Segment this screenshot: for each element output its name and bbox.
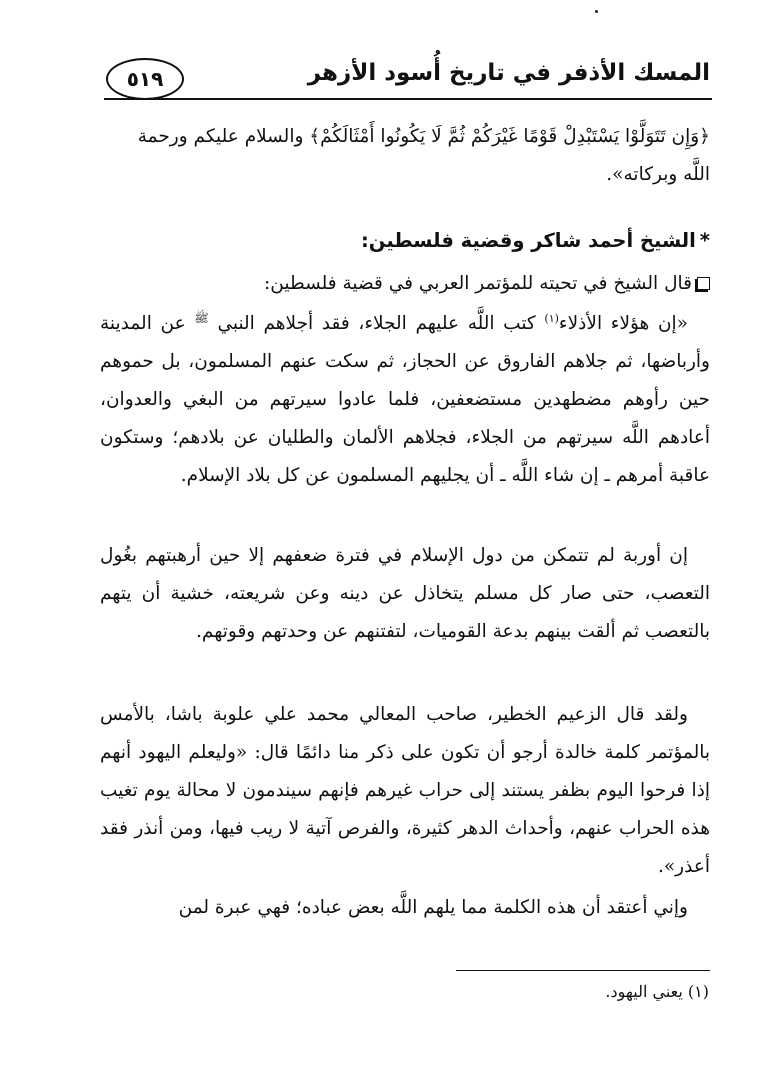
quote-line-1: ﴿وَإِن تَتَوَلَّوْا يَسْتَبْدِلْ قَوْمًا غَيْرَكُمْ ثُمَّ لَا يَكُونُوا أَمْثَالَكُمْ﴾ والسلام عليكم ورحمة [137, 126, 710, 147]
star-icon: * [699, 229, 710, 252]
section-heading-text: الشيخ أحمد شاكر وقضية فلسطين: [360, 229, 696, 252]
footnote: (١) يعني اليهود. [605, 982, 709, 1001]
page-number: ٥١٩ [106, 58, 184, 100]
page-header [104, 56, 712, 100]
quote-block [100, 118, 710, 194]
paragraph-1-after-ref: كتب اللَّه عليهم الجلاء، فقد أجلاهم النبي [208, 313, 545, 334]
square-bullet-icon [697, 277, 710, 290]
paragraph-1-lead: «إن هؤلاء الأذلاء [558, 313, 689, 334]
section-heading [100, 222, 710, 260]
honorific-glyph: ﷺ [194, 310, 209, 325]
running-title: المسك الأذفر في تاريخ أُسود الأزهر [307, 60, 710, 86]
paragraph-3: ولقد قال الزعيم الخطير، صاحب المعالي محمد علي علوبة باشا، بالأمس بالمؤتمر كلمة خالدة أرجو أن تكون على ذكر منا دائمًا قال: «وليعلم اليهود أنهم إذا فرحوا اليوم بظفر يستند إلى حراب غيرهم فإنهم سيندمون لا محالة يوم تغيب هذه الحراب عنهم، وأحداث الدهر كثيرة، والفرص آتية لا ريب فيها، ومن أنذر فقد أعذر». [100, 704, 710, 877]
paragraph-4: وإني أعتقد أن هذه الكلمة مما يلهم اللَّه بعض عباده؛ فهي عبرة لمن [178, 897, 688, 918]
stray-dot [595, 10, 598, 13]
subheading-text: قال الشيخ في تحيته للمؤتمر العربي في قضية فلسطين: [264, 273, 692, 294]
section-subheading [100, 265, 710, 303]
paragraph-2: إن أوربة لم تتمكن من دول الإسلام في فترة ضعفهم إلا حين أرهبتهم بغُول التعصب، حتى صار كل مسلم يتخاذل عن دينه وعن شريعته، خشية أن يتهم بالتعصب ثم ألقت بينهم بدعة القوميات، لتفتنهم عن وحدتهم وقوتهم. [100, 545, 710, 642]
footnote-ref: (١) [544, 311, 559, 325]
header-rule [104, 98, 712, 100]
paragraph-1 [100, 305, 710, 495]
footnote-rule [456, 970, 710, 971]
paragraph-1-rest: عن المدينة وأرباضها، ثم جلاهم الفاروق عن الحجاز، ثم سكت عنهم المسلمون، بل حموهم حين رأوهم مضطهدين مستضعفين، فلما عادوا سيرتهم من البغي والعدوان، أعادهم اللَّه سيرتهم من الجلاء، فجلاهم الألمان والطليان عن بلادهم؛ وستكون عاقبة أمرهم ـ إن شاء اللَّه ـ أن يجليهم المسلمون عن كل بلاد الإسلام. [100, 313, 710, 486]
quote-line-2: اللَّه وبركاته». [606, 164, 710, 185]
